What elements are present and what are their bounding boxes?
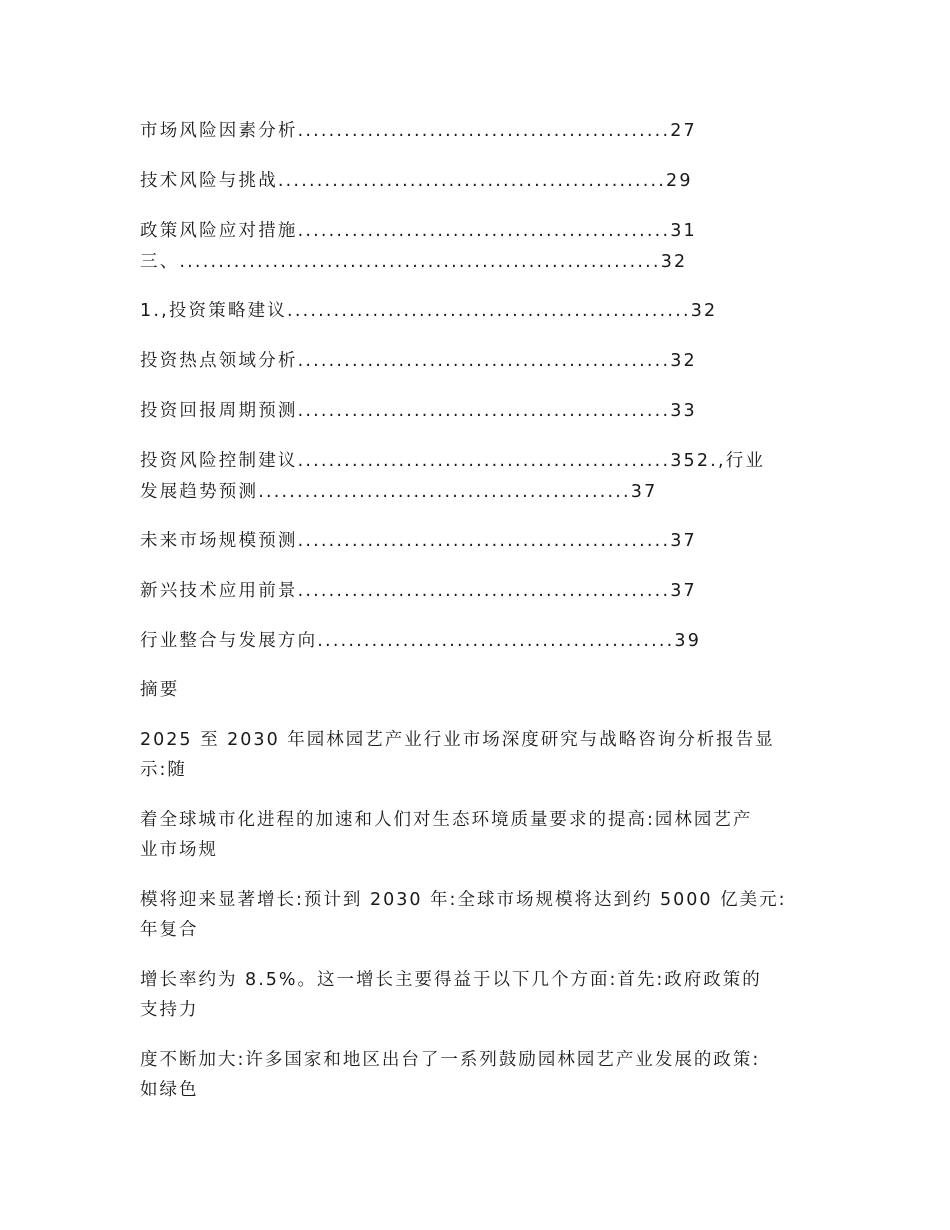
toc-entry: 发展趋势预测................................................37 [140, 482, 658, 502]
paragraph-line: 着全球城市化进程的加速和人们对生态环境质量要求的提高:园林园艺产 [140, 810, 753, 830]
paragraph-line: 支持力 [140, 1000, 199, 1020]
toc-entry: 市场风险因素分析................................................27 [140, 121, 697, 141]
toc-entry: 政策风险应对措施................................................31 [140, 221, 697, 241]
paragraph-line: 如绿色 [140, 1080, 199, 1100]
toc-entry: 1.,投资策略建议....................................................32 [140, 301, 718, 321]
toc-entry: 投资热点领域分析................................................32 [140, 351, 697, 371]
toc-entry: 技术风险与挑战..................................................29 [140, 171, 693, 191]
abstract-paragraph [140, 805, 820, 865]
paragraph-line: 2025 至 2030 年园林园艺产业行业市场深度研究与战略咨询分析报告显 [140, 730, 775, 750]
toc-entry: 新兴技术应用前景................................................37 [140, 581, 697, 601]
paragraph-line: 模将迎来显著增长:预计到 2030 年:全球市场规模将达到约 5000 亿美元: [140, 890, 787, 910]
abstract-paragraph [140, 965, 820, 1025]
toc-entry: 投资回报周期预测................................................33 [140, 401, 697, 421]
paragraph-line: 年复合 [140, 920, 199, 940]
paragraph-line: 增长率约为 8.5%。这一增长主要得益于以下几个方面:首先:政府政策的 [140, 970, 762, 990]
abstract-heading: 摘要 [140, 680, 180, 700]
toc-entry: 投资风险控制建议................................................352.,行业 [140, 451, 766, 471]
abstract-paragraph [140, 885, 820, 945]
abstract-paragraph [140, 725, 820, 785]
toc-entry: 未来市场规模预测................................................37 [140, 531, 697, 551]
paragraph-line: 度不断加大:许多国家和地区出台了一系列鼓励园林园艺产业发展的政策: [140, 1050, 761, 1070]
paragraph-line: 示:随 [140, 760, 187, 780]
toc-entry: 行业整合与发展方向..............................................39 [140, 631, 702, 651]
abstract-paragraph [140, 1045, 820, 1105]
toc-entry: 三、..............................................................32 [140, 252, 688, 272]
paragraph-line: 业市场规 [140, 840, 218, 860]
